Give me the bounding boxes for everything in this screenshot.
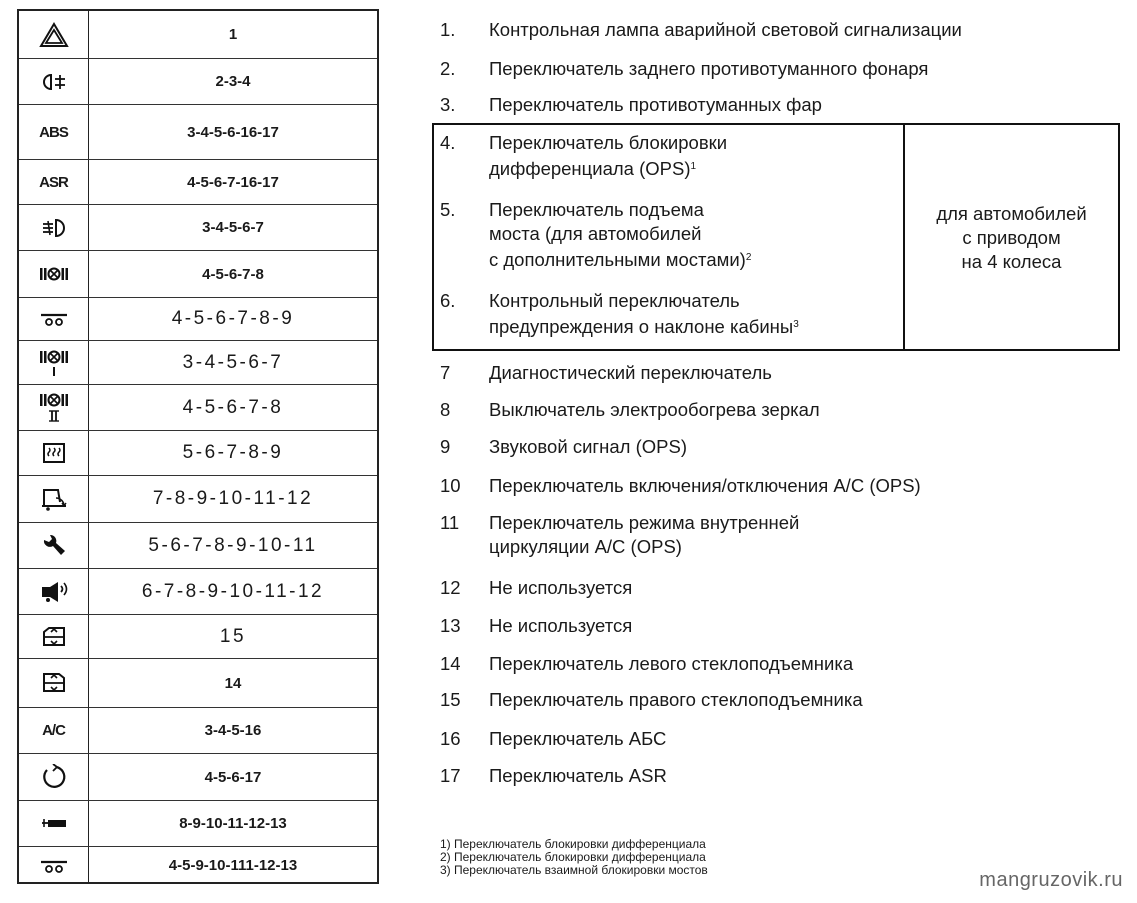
table-value: 5-6-7-8-9-10-11 xyxy=(148,534,318,556)
table-value: 4-5-6-7-8 xyxy=(182,396,284,418)
table-value: 4-5-6-7-8 xyxy=(202,265,264,283)
list-item: 2. Переключатель заднего противотуманного фонаря xyxy=(440,58,929,79)
table-value: 7-8-9-10-11-12 xyxy=(152,488,314,509)
asr-icon: ASR xyxy=(19,160,89,204)
trailer-icon xyxy=(19,801,89,846)
switch-table xyxy=(17,9,379,884)
table-value: 3-4-5-6-7 xyxy=(202,219,264,236)
list-item: 10 Переключатель включения/отключения А/С (OPS) xyxy=(440,475,921,496)
rear-fog-light-icon xyxy=(19,59,89,104)
list-item: 13 Не используется xyxy=(440,615,633,636)
table-row xyxy=(19,431,377,476)
table-row xyxy=(19,476,377,523)
list-item: 4. Переключатель блокировки дифференциала (OPS)$^1$ xyxy=(440,132,728,179)
table-row xyxy=(19,615,377,659)
hazard-triangle-icon xyxy=(19,11,89,58)
footnote: 1) Переключатель блокировки дифференциала xyxy=(440,837,706,851)
table-value: 4-5-6-7-8-9 xyxy=(171,308,295,329)
list-item: 16 Переключатель АБС xyxy=(440,728,667,749)
differential-lock-ii-icon xyxy=(19,385,89,430)
table-row xyxy=(19,754,377,801)
right-window-icon xyxy=(19,615,89,658)
cab-tilt-icon xyxy=(19,476,89,522)
table-value: 5-6-7-8-9 xyxy=(182,442,284,463)
list-item: 17 Переключатель ASR xyxy=(440,765,667,786)
table-row xyxy=(19,205,377,251)
footnote: 3) Переключатель взаимной блокировки мостов xyxy=(440,863,708,877)
table-row xyxy=(19,659,377,708)
table-value: 14 xyxy=(224,674,242,692)
footnote: 2) Переключатель блокировки дифференциала xyxy=(440,850,706,864)
watermark: mangruzovik.ru xyxy=(979,869,1123,891)
list-item: 9 Звуковой сигнал (OPS) xyxy=(440,436,687,457)
list-item: 6. Контрольный переключатель предупреждения о наклоне кабины$^3$ xyxy=(440,290,799,337)
table-value: 8-9-10-11-12-13 xyxy=(179,815,287,832)
table-value: 15 xyxy=(219,625,247,647)
table-value: 3-4-5-6-7 xyxy=(182,351,284,373)
axle-lift-2-icon xyxy=(19,847,89,884)
table-value: 1 xyxy=(228,26,238,43)
table-row xyxy=(19,385,377,431)
table-value: 4-5-6-17 xyxy=(204,768,262,786)
table-row xyxy=(19,801,377,847)
abs-icon: ABS xyxy=(19,105,89,159)
differential-lock-icon xyxy=(19,251,89,297)
table-value: 4-5-6-7-16-17 xyxy=(187,173,279,191)
table-row xyxy=(19,298,377,341)
horn-icon xyxy=(19,569,89,614)
table-row xyxy=(19,708,377,754)
table-row xyxy=(19,523,377,569)
table-value: 4-5-9-10-111-12-13 xyxy=(168,857,298,874)
list-item: 1. Контрольная лампа аварийной световой сигнализации xyxy=(440,19,962,40)
table-row xyxy=(19,11,377,59)
list-item: 3. Переключатель противотуманных фар xyxy=(440,94,822,115)
table-value: 2-3-4 xyxy=(215,73,251,90)
front-fog-light-icon xyxy=(19,205,89,250)
heated-mirror-icon xyxy=(19,431,89,475)
recirculation-icon xyxy=(19,754,89,800)
ac-icon: A/C xyxy=(19,708,89,753)
table-row xyxy=(19,847,377,884)
list-item: 14 Переключатель левого стеклоподъемника xyxy=(440,653,854,674)
axle-lift-icon xyxy=(19,298,89,340)
list-item: 5. Переключатель подъема моста (для автомобилей с дополнительными мостами)$^2$ xyxy=(440,199,752,270)
table-row xyxy=(19,341,377,385)
differential-lock-i-icon xyxy=(19,341,89,384)
table-value: 6-7-8-9-10-11-12 xyxy=(141,580,325,602)
table-row xyxy=(19,569,377,615)
table-value: 3-4-5-16 xyxy=(204,722,262,739)
wrench-icon xyxy=(19,523,89,568)
table-row xyxy=(19,160,377,205)
table-row xyxy=(19,251,377,298)
left-window-icon xyxy=(19,659,89,707)
list-item: 11 Переключатель режима внутренней циркуляции А/С (OPS) xyxy=(440,512,800,557)
list-item: 12 Не используется xyxy=(440,577,633,598)
table-row xyxy=(19,105,377,160)
list-item: 15 Переключатель правого стеклоподъемника xyxy=(440,689,863,710)
table-value: 3-4-5-6-16-17 xyxy=(187,123,279,141)
table-row xyxy=(19,59,377,105)
list-item: 7 Диагностический переключатель xyxy=(440,362,772,383)
list-item: 8 Выключатель электрообогрева зеркал xyxy=(440,399,820,420)
box-note: для автомобилей с приводом на 4 колеса xyxy=(936,203,1087,272)
